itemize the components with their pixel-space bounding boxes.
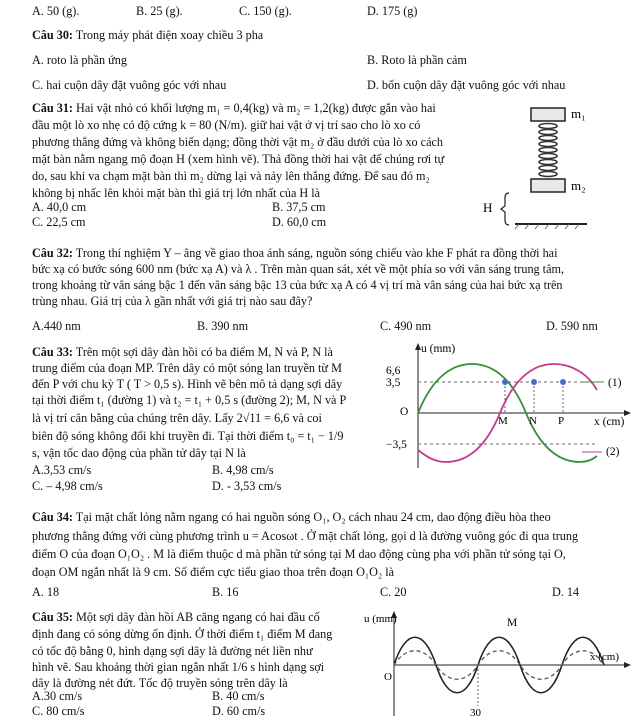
q33-answer-b: B. 4,98 cm/s: [212, 463, 274, 477]
mass-m2-block: [531, 179, 565, 192]
q31-line-6: không bị nhấc lên khỏi mặt bàn thì giá trị lớn nhất của H là: [32, 186, 321, 200]
x-axis-label: x (cm): [594, 416, 625, 428]
q31-answer-b: B. 37,5 cm: [272, 200, 326, 214]
q31-line-4: mặt bàn nằm ngang mộ đoạn H (xem hình vẽ). Thả đồng thời hai vật để chúng rơi tự: [32, 152, 445, 166]
u-axis-label: u (mm): [364, 613, 397, 625]
u-axis-label: u (mm): [421, 343, 456, 355]
tick-neg-3-5: −3,5: [386, 439, 407, 451]
q33-answer-d: D. - 3,53 cm/s: [212, 479, 282, 493]
question-text: Hai vật nhỏ có khối lượng m₁ = 0,4(kg) và m₂ = 1,2(kg) được gắn vào hai: [76, 101, 436, 115]
tick-30-label: 30: [470, 707, 481, 719]
m2-label: m₂: [571, 178, 586, 193]
m1-label: m₁: [571, 106, 586, 121]
q34-line-1: [32, 510, 551, 525]
q32-answer-c: C. 490 nm: [380, 319, 432, 333]
q31-answer-d: D. 60,0 cm: [272, 215, 327, 229]
q34-line-2: phương thẳng đứng với cùng phương trình u = Acosωt . Ở mặt chất lỏng, gọi d là đường vuông góc đi qua trung: [32, 529, 579, 543]
q30-answer-b: B. Roto là phần cảm: [367, 53, 467, 67]
q34-answer-b: B. 16: [212, 585, 239, 599]
question-label: Câu 34:: [32, 510, 73, 524]
q33-line-4: tại thời điểm t₁ (đường 1) và t₂ = t₁ + 0,5 s (đường 2); M, N và P: [32, 393, 347, 407]
standing-wave-figure-q35: [362, 608, 634, 720]
q33-line-3: đến P với chu kỳ T ( T > 0,5 s). Hình vẽ bên mô tả dạng sợi dây: [32, 377, 343, 391]
question-label: Câu 31:: [32, 101, 73, 115]
spring-coil: [539, 124, 557, 177]
q35-answer-b: B. 40 cm/s: [212, 689, 265, 703]
q31-answer-c: C. 22,5 cm: [32, 215, 86, 229]
q31-line-1: [32, 101, 436, 116]
q35-line-3: có tốc độ bằng 0, hình dạng sợi dây là đường nét liền như: [32, 644, 313, 658]
q32-line-2: bức xạ có bước sóng 600 nm (bức xạ A) và λ . Trên màn quan sát, xét về một phía so với vân sáng trung tâm,: [32, 262, 564, 276]
x-axis-arrow: [624, 662, 631, 668]
question-label: Câu 33:: [32, 345, 73, 359]
q32-answer-a: A.440 nm: [32, 319, 81, 333]
q32-answer-d: D. 590 nm: [546, 319, 598, 333]
prev-answer-b: B. 25 (g).: [136, 4, 183, 18]
q32-line-4: trùng nhau. Giá trị của λ gần nhất với giá trị nào sau đây?: [32, 294, 313, 308]
curve-2-label: (2): [606, 446, 620, 458]
point-n-label: N: [529, 415, 537, 427]
question-text: Trên một sợi dây đàn hồi có ba điểm M, N và P, N là: [75, 345, 333, 359]
q31-line-2: đầu một lò xo nhẹ có độ cứng k = 80 (N/m). giữ hai vật ở vị trí sao cho lò xo có: [32, 118, 421, 132]
q30-answer-a: A. roto là phần ứng: [32, 53, 127, 67]
wave-figure-q33: [382, 340, 632, 475]
mass-m1-block: [531, 108, 565, 121]
tick-6-6: 6,6: [386, 365, 401, 377]
q31-line-5: do, sau khi va chạm mặt bàn thì m₂ dừng lại và nảy lên thẳng đứng. Để sau đó m₂: [32, 169, 430, 183]
question-text: Một sợi dây đàn hồi AB căng ngang có hai đầu cố: [76, 610, 320, 624]
origin-label: O: [400, 406, 409, 418]
curve-1-label: (1): [608, 377, 622, 389]
q31-answer-a: A. 40,0 cm: [32, 200, 87, 214]
q33-line-5: là vị trí cân bằng của chúng trên dây. Lấy 2√11 = 6,6 và coi: [32, 411, 322, 425]
prev-answer-d: D. 175 (g): [367, 4, 418, 18]
q33-answer-a: A.3,53 cm/s: [32, 463, 92, 477]
q34-line-3: điểm O của đoạn O₁O₂ . M là điểm thuộc d mà phần tử sóng tại M dao động cùng pha với phần tử sóng tại O,: [32, 547, 566, 561]
prev-answer-c: C. 150 (g).: [239, 4, 292, 18]
prev-answer-a: A. 50 (g).: [32, 4, 80, 18]
question-text: Tại mặt chất lỏng nằm ngang có hai nguồn sóng O₁, O₂ cách nhau 24 cm, dao động điều hòa theo: [75, 510, 551, 524]
q34-answer-a: A. 18: [32, 585, 60, 599]
q33-line-2: trung điểm của đoạn MP. Trên dây có một sóng lan truyền từ M: [32, 361, 342, 375]
h-brace: [501, 193, 509, 225]
q30-answer-d: D. bốn cuộn dây đặt vuông góc với nhau: [367, 78, 566, 92]
point-p-label: P: [558, 415, 565, 427]
q35-line-1: [32, 610, 320, 625]
q33-answer-c: C. – 4,98 cm/s: [32, 479, 103, 493]
q32-line-3: trong khoảng từ vân sáng bậc 1 đến vân sáng bậc 13 của bức xạ A có 4 vị trí mà vân sáng của hai bức xạ trên: [32, 278, 563, 292]
q32-line-1: [32, 246, 557, 261]
q34-line-4: đoạn OM ngắn nhất là 9 cm. Số điểm cực tiểu giao thoa trên đoạn O₁O₂ là: [32, 565, 395, 579]
q34-answer-d: D. 14: [552, 585, 580, 599]
q34-answer-c: C. 20: [380, 585, 407, 599]
q33-line-6: biên độ sóng không đổi khi truyền đi. Tại thời điểm t₀ = t₁ − 1/9: [32, 429, 344, 443]
q32-answer-b: B. 390 nm: [197, 319, 249, 333]
q35-answer-a: A.30 cm/s: [32, 689, 83, 703]
question-text: Trong thí nghiệm Y – âng về giao thoa ánh sáng, nguồn sóng chiếu vào khe F phát ra đồng thời hai: [75, 246, 558, 260]
x-axis-arrow: [624, 410, 631, 416]
x-axis-label: x (cm): [590, 651, 620, 663]
question-label: Câu 35:: [32, 610, 73, 624]
tick-3-5: 3,5: [386, 377, 401, 389]
question-30: [32, 28, 263, 43]
q30-answer-c: C. hai cuộn dây đặt vuông góc với nhau: [32, 78, 227, 92]
q35-answer-d: D. 60 cm/s: [212, 704, 266, 718]
q33-line-7: s, vận tốc dao động của phần tử dây tại N là: [32, 446, 246, 460]
point-m-label: M: [507, 617, 518, 629]
question-label: Câu 32:: [32, 246, 73, 260]
q35-line-5: dây là đường nét đứt. Tốc độ truyền sóng trên dây là: [32, 676, 288, 690]
origin-label: O: [384, 671, 392, 683]
question-text: Trong máy phát điện xoay chiều 3 pha: [75, 28, 264, 42]
point-m-label: M: [498, 415, 508, 427]
q35-line-4: hình vẽ. Sau khoảng thời gian ngắn nhất 1/6 s hình dạng sợi: [32, 660, 325, 674]
spring-mass-figure: [475, 100, 615, 230]
q35-line-2: định đang có sóng dừng ổn định. Ở thời điểm t₁ điểm M đang: [32, 627, 333, 641]
h-label: H: [483, 200, 493, 215]
q33-line-1: [32, 345, 333, 360]
question-label: Câu 30:: [32, 28, 73, 42]
q31-line-3: phương thẳng đứng và không biến dạng; đồng thời vật m₂ ở đầu dưới của lò xo cách: [32, 135, 443, 149]
q35-answer-c: C. 80 cm/s: [32, 704, 85, 718]
